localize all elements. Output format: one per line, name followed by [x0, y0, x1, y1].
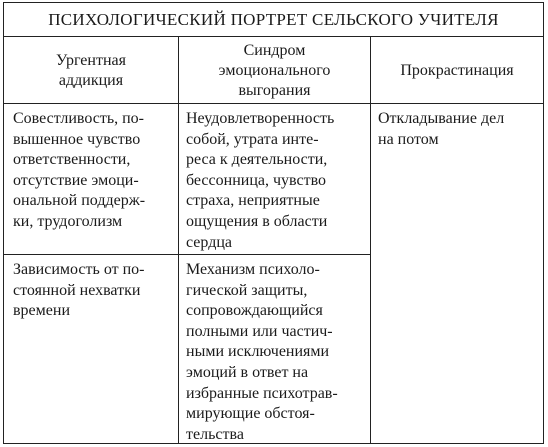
header-urgent-addiction: Ургентная аддикция [56, 51, 126, 89]
row2-burnout-syndrome: Механизм психоло- гической защиты, сопровождающийся полными или частич- ными исключениями эмоций в ответ на избранные психотрав- мирующие обстоя- тельства [186, 261, 338, 443]
psychological-portrait-table [3, 2, 544, 444]
header-burnout-syndrome: Синдром эмоционального выгорания [218, 41, 331, 99]
row2-urgent-addiction: Зависимость от по- стоянной нехватки времени [13, 261, 145, 320]
row-divider [4, 254, 371, 255]
table-title: ПСИХОЛОГИЧЕСКИЙ ПОРТРЕТ СЕЛЬСКОГО УЧИТЕЛЯ [4, 3, 543, 37]
row1-urgent-addiction: Совестливость, по- вышенное чувство ответственности, отсутствие эмоци- ональной поддерж- ки, трудоголизм [13, 110, 146, 230]
row1-burnout-syndrome: Неудовлетворенность собой, утрата инте- реса к деятельности, бессонница, чувство страха, неприятные ощущения в области сердца [186, 110, 335, 251]
row1-procrastination: Откладывание дел на потом [378, 110, 505, 148]
header-procrastination: Прокрастинация [400, 61, 514, 79]
